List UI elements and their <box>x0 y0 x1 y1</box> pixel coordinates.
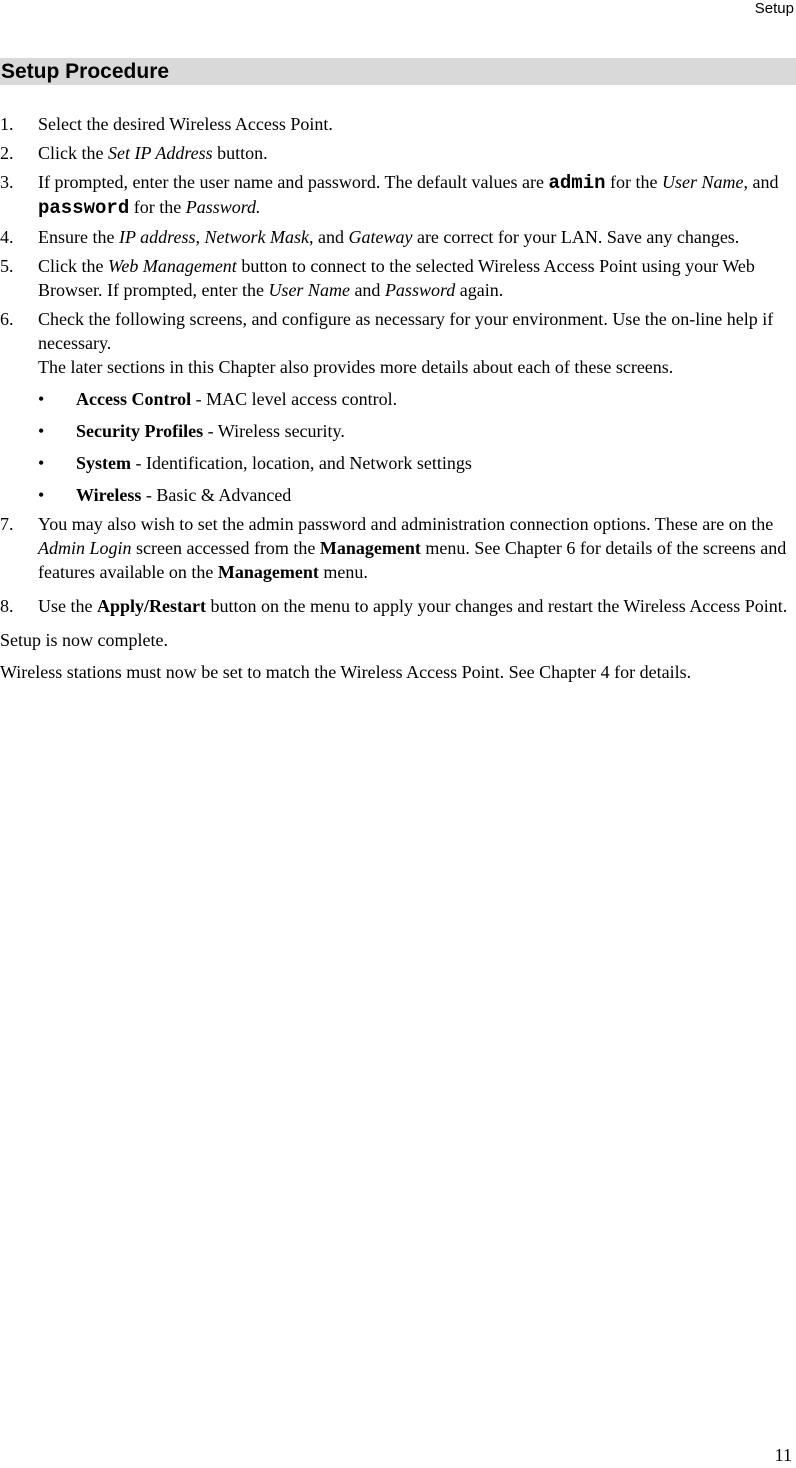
button-name-ref: Apply/Restart <box>96 596 206 616</box>
step-text: Check the following screens, and configure as necessary for your environment. Use the on-line help if necessary. <box>38 309 774 353</box>
step-7 <box>0 512 794 584</box>
field-name-ref: User Name <box>661 172 744 192</box>
step-text: You may also wish to set the admin password and administration connection options. These are on the <box>38 514 774 534</box>
step-6 <box>0 307 794 507</box>
step-text: If prompted, enter the user name and password. The default values are <box>38 172 549 192</box>
screen-name: System <box>76 453 131 473</box>
step-number: 2. <box>0 143 14 163</box>
step-number: 6. <box>0 309 14 329</box>
default-username: admin <box>548 172 606 194</box>
step-2 <box>0 141 794 165</box>
menu-name-ref: Management <box>319 538 421 558</box>
screen-description: - MAC level access control. <box>191 389 398 409</box>
field-name-ref: Gateway <box>348 227 413 247</box>
screen-description: - Wireless security. <box>203 421 345 441</box>
step-text: menu. <box>318 562 368 582</box>
step-number: 8. <box>0 596 14 616</box>
step-text: screen accessed from the <box>131 538 320 558</box>
section-title: Setup Procedure <box>0 58 796 85</box>
step-text: Click the <box>38 256 108 276</box>
step-number: 1. <box>0 114 14 134</box>
completion-note: Setup is now complete. <box>0 630 168 650</box>
step-text: , and <box>308 227 349 247</box>
step-text: Ensure the <box>38 227 119 247</box>
step-text: menu. See Chapter 6 for details of the screens and features available on the <box>38 538 787 582</box>
screen-name-ref: Admin Login <box>38 538 132 558</box>
menu-name-ref: Management <box>217 562 319 582</box>
step-8 <box>0 594 794 618</box>
step-4 <box>0 225 794 249</box>
screen-name: Security Profiles <box>76 421 204 441</box>
step-text: button on the menu to apply your changes and restart the Wireless Access Point. <box>205 596 788 616</box>
list-item <box>38 483 794 507</box>
list-item <box>38 419 794 443</box>
page-number: 11 <box>774 1445 792 1465</box>
screen-list <box>38 387 794 507</box>
step-number: 4. <box>0 227 14 247</box>
step-text: Click the <box>38 143 108 163</box>
step-text: The later sections in this Chapter also provides more details about each of these screens. <box>38 357 674 377</box>
bullet-icon: • <box>38 453 45 473</box>
screen-name: Access Control <box>76 389 192 409</box>
field-name-ref: Password <box>384 280 456 300</box>
step-text: and <box>349 280 385 300</box>
step-text: again. <box>455 280 504 300</box>
field-name-ref: Password. <box>185 197 261 217</box>
step-text: Select the desired Wireless Access Point. <box>38 114 333 134</box>
bullet-icon: • <box>38 485 45 505</box>
field-name-ref: IP address <box>118 227 196 247</box>
button-name-ref: Set IP Address <box>108 143 213 163</box>
step-text: for the <box>129 197 186 217</box>
button-name-ref: Web Management <box>108 256 237 276</box>
step-3 <box>0 170 794 220</box>
step-text: , and <box>743 172 779 192</box>
step-number: 3. <box>0 172 14 192</box>
field-name-ref: User Name <box>268 280 350 300</box>
step-text: button. <box>212 143 268 163</box>
procedure-content <box>0 112 794 684</box>
step-text: are correct for your LAN. Save any changes. <box>412 227 740 247</box>
screen-description: - Identification, location, and Network settings <box>131 453 472 473</box>
step-text: button to connect to the selected Wireless Access Point using your Web Browser. If prompted, enter the <box>38 256 755 300</box>
screen-name: Wireless <box>76 485 142 505</box>
step-text: , <box>195 227 205 247</box>
bullet-icon: • <box>38 389 45 409</box>
screen-description: - Basic & Advanced <box>141 485 292 505</box>
step-number: 5. <box>0 256 14 276</box>
list-item <box>38 451 794 475</box>
list-item <box>38 387 794 411</box>
step-5 <box>0 254 794 302</box>
step-text: for the <box>605 172 662 192</box>
running-header: Setup <box>754 0 794 17</box>
bullet-icon: • <box>38 421 45 441</box>
step-number: 7. <box>0 514 14 534</box>
step-text: Use the <box>38 596 97 616</box>
field-name-ref: Network Mask <box>204 227 309 247</box>
step-1 <box>0 112 794 136</box>
followup-note: Wireless stations must now be set to match the Wireless Access Point. See Chapter 4 for details. <box>0 662 692 682</box>
default-password: password <box>38 197 130 219</box>
